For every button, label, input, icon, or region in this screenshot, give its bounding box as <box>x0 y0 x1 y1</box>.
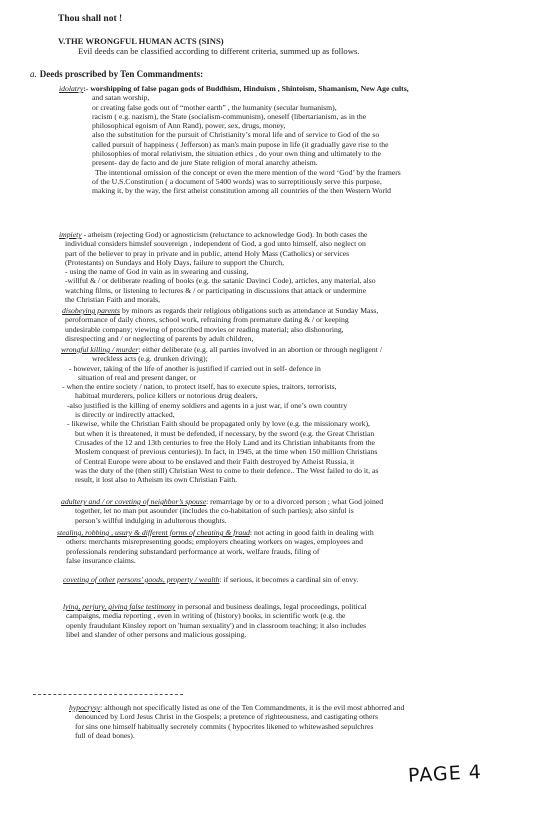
entry-line: Moslem conquest of previous centuries)). In fact, in 1945, at the time when 150 million Christians <box>75 447 378 457</box>
entry-line: disrespecting and / or neglecting of parents by adult children, <box>65 333 254 343</box>
section-subtitle: Evil deeds can be classified according to different criteria, summed up as follows. <box>78 46 360 56</box>
subsection-marker: a. <box>30 69 37 79</box>
entry-hypocrisy <box>69 703 404 740</box>
entry-key: adultery and / or coveting of neighbor’s spouse <box>61 497 207 506</box>
section-heading <box>58 36 359 56</box>
entry-line: person’s willful indulging in adulterous thoughts. <box>75 515 227 525</box>
entry-line: : either deliberate (e.g. all parties involved in an abortion or through negligent / <box>138 345 382 354</box>
subsection-title: Deeds proscribed by Ten Commandments: <box>39 69 204 79</box>
document-header: Thou shall not ! <box>58 14 123 24</box>
entry-line: others: merchants misrepresenting goods; employers cheating workers on wages, employees and <box>66 537 363 547</box>
entry-line: : remarriage by or to a divorced person ; what God joined <box>206 497 384 506</box>
entry-line: by minors as regards their religious obligations such as attendance at Sunday Mass, <box>120 306 379 315</box>
entry-line: campaigns, media reporting , even in writing of (history) books, in scientific work (e.g. the <box>66 611 346 621</box>
entry-line: result, it lost also to Atheism its own Christian Faith. <box>75 475 238 485</box>
entry-line: part of the believer to pray in private and in public, attend Holy Mass (Catholics) or services <box>65 248 350 258</box>
entry-line: philosophical egoism of Ann Rand), power, sex, drugs, money, <box>92 121 286 131</box>
entry-line: the Christian Faith and morals, <box>65 295 161 305</box>
entry-line: in personal and business dealings, legal proceedings, political <box>175 602 367 611</box>
entry-key: stealing, robbing , usury & different forms of cheating & fraud <box>57 528 250 537</box>
entry-line: is directly or indirectly attacked, <box>75 410 175 420</box>
section-divider <box>33 694 183 695</box>
entry-line: - however, taking of the life of another is justified if carried out in self- defence in <box>69 363 321 373</box>
entry-line: of Central Europe were about to be enslaved and their Faith destroyed by Atheist Russia, it <box>75 456 355 466</box>
entry-lying <box>63 602 367 639</box>
entry-line: wreckless acts (e.g. drunken driving); <box>92 354 208 364</box>
entry-line: undesirable company; viewing of proscribed movies or reading material; also dishonoring, <box>65 324 344 334</box>
entry-key: impiety <box>59 230 82 239</box>
entry-wrongful-killing <box>61 345 382 484</box>
entry-line: but when it is threatened, it must be defended, if necessary, by the sword (e.g. the Great Christian <box>75 428 375 438</box>
entry-line: : not acting in good faith in dealing with <box>249 528 374 537</box>
subsection-heading <box>30 69 203 79</box>
entry-disobeying-parents <box>62 306 378 343</box>
entry-line: : if serious, it becomes a cardinal sin of envy. <box>219 575 359 584</box>
entry-impiety <box>59 230 376 304</box>
entry-line: : although not specifically listed as one of the Ten Commandments, it is the evil most abhorred and <box>100 703 405 712</box>
entry-line: or creating false gods out of “mother earth” , the humanity (secular humanism), <box>92 102 337 112</box>
entry-stealing <box>57 528 374 565</box>
entry-line: peroformance of daily chores, school work, refraining from premature dating & / or keeping <box>65 315 349 325</box>
entry-line: situation of real and present danger, or <box>78 372 197 382</box>
entry-line: making it, by the way, the first atheist constitution among all countries of the then Western World <box>92 186 392 196</box>
entry-line: - likewise, while the Christian Faith should be propagated only by love (e.g. the missionary work), <box>67 419 370 429</box>
entry-line: habitual murderers, police killers or notorious drug dealers, <box>75 391 258 401</box>
entry-line: philosophies of moral relativism, the situation ethics , do your own thing and ultimately to the <box>92 149 381 159</box>
section-title: V.THE WRONGFUL HUMAN ACTS (SINS) <box>58 36 224 46</box>
entry-line: - when the entire society / nation, to protect itself, has to execute spies, traitors, terrorists, <box>62 382 337 392</box>
entry-line: denounced by Lord Jesus Christ in the Gospels; a pretence of righteousness, and castigating others <box>75 712 378 722</box>
entry-line: watching films, or listening to lectures & / or participating in discussions that attack or undermine <box>65 285 367 295</box>
entry-line: - using the name of God in vain as in swearing and cussing, <box>65 267 249 277</box>
entry-line: false insurance claims. <box>66 555 136 565</box>
entry-line: The intentional omission of the concept or even the mere mention of the word ‘God’ by the framers <box>95 167 401 177</box>
entry-key: coveting of other persons’ goods, property / wealth <box>63 575 220 584</box>
entry-line: racism ( e.g. nazism), the State (socialism-communism), oneself (libertarianism, as in the <box>92 111 367 121</box>
entry-key: wrongful killing / murder <box>61 345 139 354</box>
entry-line: together, let no man put asounder (includes the co-habitation of such parties); also sinful is <box>75 506 354 516</box>
entry-line: full of dead bones). <box>75 730 135 740</box>
entry-line: -willful & / or deliberate reading of books (e.g. the satanic Davinci Code), articles, any material, also <box>65 276 376 286</box>
entry-key: hypocrysy <box>69 703 101 712</box>
entry-key: lying, perjury, giving false testimony <box>63 602 176 611</box>
entry-idolatry <box>59 84 409 196</box>
entry-line: individual considers himslef souvereign , independent of God, a god unto himself, also neglect on <box>65 239 366 249</box>
entry-line: of the U.S.Constitution ( a document of 5400 words) was to surreptitiously serve this purpose, <box>92 176 382 186</box>
entry-line: openly fraudulant Kinsley report on 'human sexuality') and in classroom teaching; it also includes <box>66 620 367 630</box>
entry-key: disobeying parents <box>62 306 121 315</box>
entry-line: also the substitution for the pursuit of Christianity’s moral life and of service to God of the so <box>92 130 380 140</box>
page-number: PAGE 4 <box>407 761 483 787</box>
entry-line: libel and slander of other persons and malicious gossiping. <box>66 629 247 639</box>
entry-line: (Protestants) on Sundays and Holy Days, failure to support the Church, <box>65 257 285 267</box>
entry-adultery <box>61 497 383 525</box>
entry-line: for sins one himself habitually secretely commits ( hypocrites likened to whitewashed sepulchres <box>75 721 374 731</box>
entry-line: and satan worship, <box>92 93 150 103</box>
entry-line: was the duty of the (then still) Christian West to come to their defence.. The West failed to do it, as <box>75 465 379 475</box>
entry-line: -also justified is the killing of enemy soldiers and agents in a just war, if one’s own country <box>67 400 348 410</box>
entry-line: professionals rendering substandard performance at work, welfare frauds, filing of <box>66 546 320 556</box>
entry-line: Crusades of the 12 and 13th centuries to free the Holy Land and its Christian inhabitants from the <box>75 437 375 447</box>
entry-line: - atheism (rejecting God) or agnosticism (reluctance to acknowledge God). In both cases the <box>83 230 368 239</box>
entry-key: idolatry <box>59 84 84 93</box>
entry-line: :- worshipping of false pagan gods of Buddhism, Hinduism , Shintoism, Shamanism, New Age cults, <box>83 84 409 93</box>
entry-line: called pursuit of happiness ( Jefferson) as man's main pupose in life (it gradually gave rise to the <box>92 139 389 149</box>
entry-coveting-goods <box>63 575 358 584</box>
entry-line: present- day de facto and de jure State religion of moral anarchy atheism. <box>92 158 318 168</box>
